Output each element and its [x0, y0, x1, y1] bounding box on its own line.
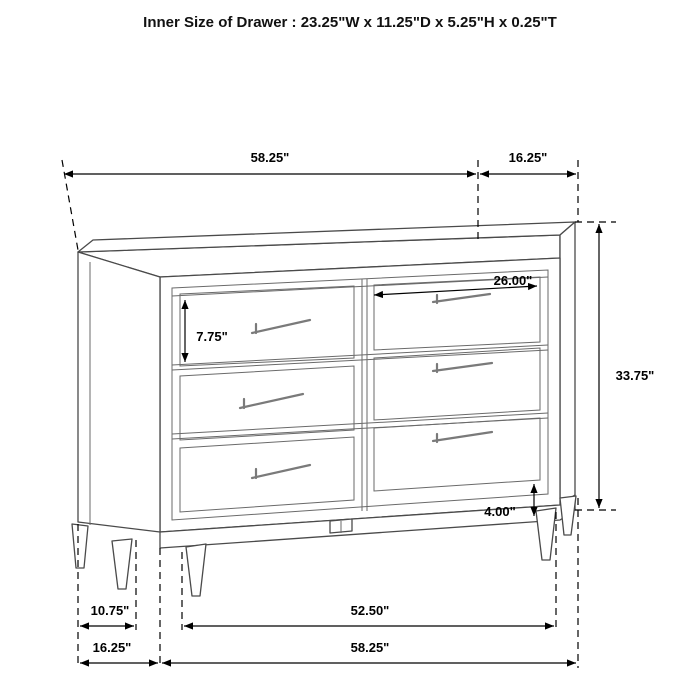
dresser-right-side-panel — [560, 222, 575, 505]
dim-base-total-width: 58.25" — [350, 640, 390, 655]
leg-front-right — [186, 544, 206, 596]
leg-front-left — [112, 539, 132, 589]
leg-front-right-2 — [536, 508, 556, 560]
dim-base-depth: 16.25" — [92, 640, 132, 655]
dim-drawer-height: 7.75" — [196, 329, 228, 344]
dim-leg-offset: 10.75" — [90, 603, 130, 618]
page-title: Inner Size of Drawer : 23.25"W x 11.25"D x 5.25"H x 0.25"T — [143, 14, 557, 31]
dim-top-depth: 16.25" — [508, 150, 548, 165]
dresser-front-face — [160, 258, 560, 532]
dim-total-height: 33.75" — [615, 368, 655, 383]
dim-leg-height: 4.00" — [484, 504, 516, 519]
dim-drawer-width: 26.00" — [493, 273, 533, 288]
leg-back-right — [560, 496, 576, 535]
leg-back-left — [72, 524, 88, 568]
dim-base-inner-width: 52.50" — [350, 603, 390, 618]
dim-top-width: 58.25" — [250, 150, 290, 165]
